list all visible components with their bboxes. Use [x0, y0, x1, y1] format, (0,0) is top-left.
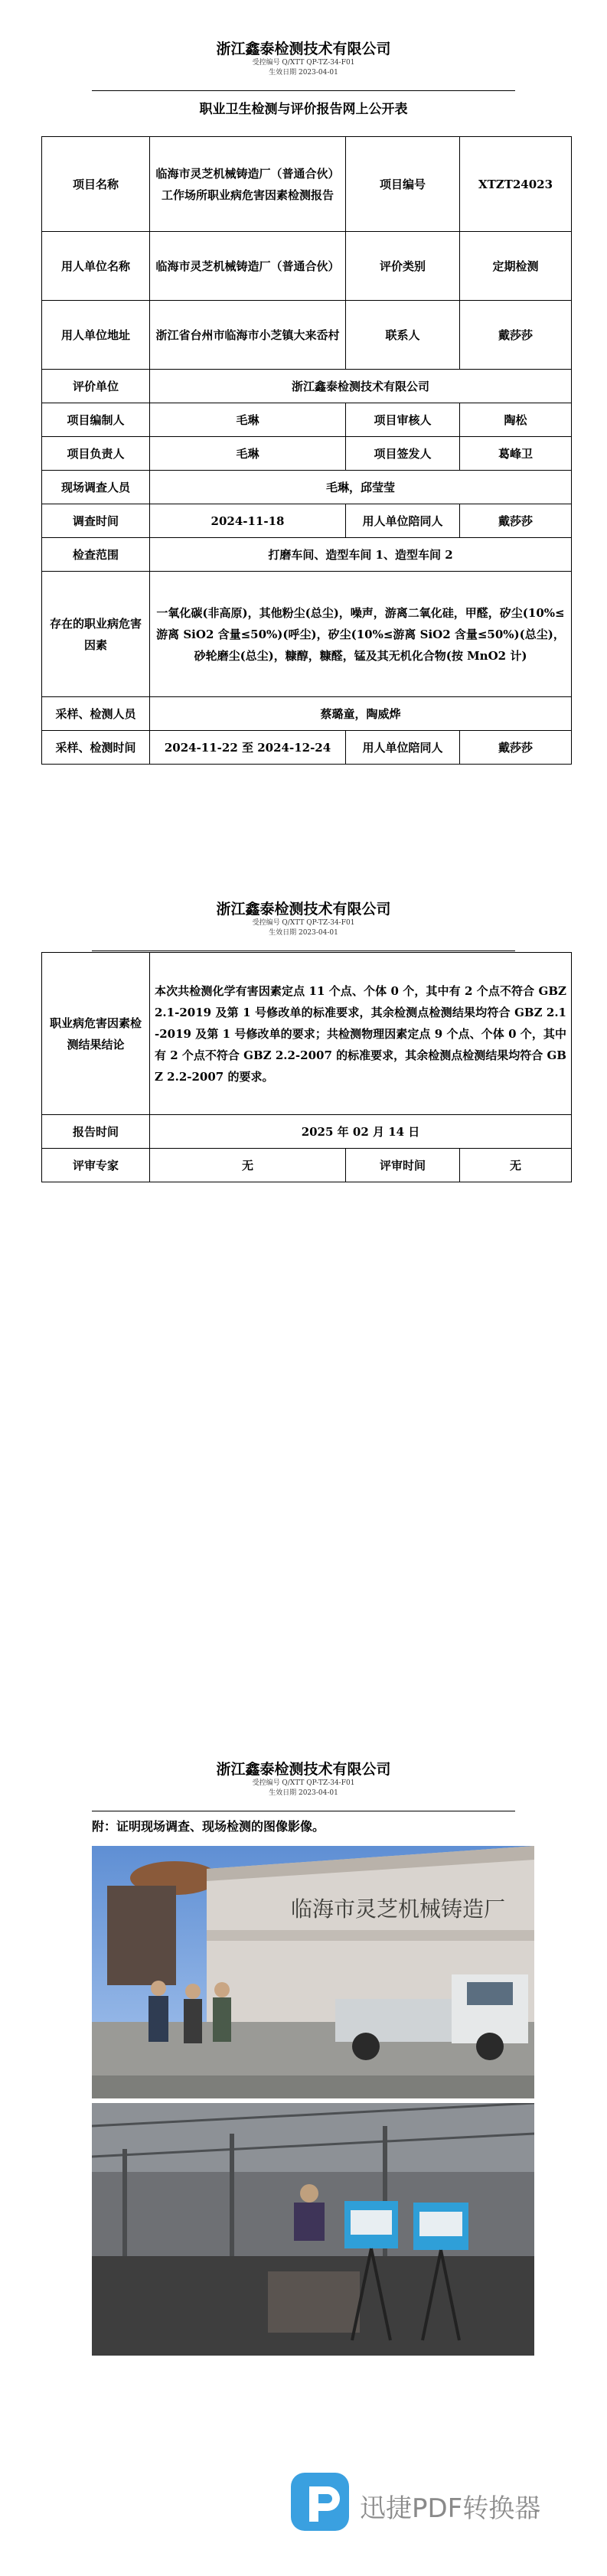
value-eval-unit: 浙江鑫泰检测技术有限公司 [150, 370, 572, 403]
value-conclusion: 本次共检测化学有害因素定点 11 个点、个体 0 个，其中有 2 个点不符合 GBZ 2.1-2019 及第 1 号修改单的标准要求，其余检测点检测结果均符合 GBZ 2.1-2019 及第 1 号修改单的要求；共检测物理因素定点 9 个点、个体 0 个，其中有 2 个点不符合 GBZ 2.2-2007 的标准要求，其余检测点检测结果均符合 GBZ 2.2-2007 的要求。 [150, 953, 572, 1115]
report-info-table [41, 136, 572, 765]
control-number: 受控编号 Q/XTT QP-TZ-34-F01 [252, 919, 355, 927]
label-sampling-time: 采样、检测时间 [42, 731, 150, 765]
label-compiler: 项目编制人 [42, 403, 150, 437]
value-hazards: 一氧化碳(非高原)，其他粉尘(总尘)，噪声，游离二氧化硅，甲醛，矽尘(10%≤游离 SiO2 含量≤50%)(呼尘)，矽尘(10%≤游离 SiO2 含量≤50%)(总尘)，砂轮磨尘(总尘)，糠醇，糠醛，锰及其无机化合物(按 MnO2 计) [150, 572, 572, 697]
value-project-no: XTZT24023 [460, 137, 572, 232]
page3-header [0, 1760, 607, 1798]
label-issuer: 项目签发人 [346, 437, 460, 471]
value-employer-addr: 浙江省台州市临海市小芝镇大来岙村 [150, 301, 346, 370]
watermark-text: 迅捷PDF转换器 [360, 2493, 541, 2524]
value-site-investigators: 毛琳，邱莹莹 [150, 471, 572, 504]
label-review-time: 评审时间 [346, 1149, 460, 1182]
control-number: 受控编号 Q/XTT QP-TZ-34-F01 [252, 1779, 355, 1787]
value-expert: 无 [150, 1149, 346, 1182]
label-scope: 检查范围 [42, 538, 150, 572]
attachment-note: 附：证明现场调查、现场检测的图像影像。 [92, 1819, 325, 1834]
label-eval-type: 评价类别 [346, 232, 460, 301]
label-eval-unit: 评价单位 [42, 370, 150, 403]
page2-header [0, 900, 607, 938]
value-accompany2: 戴莎莎 [460, 731, 572, 765]
page1-header [0, 40, 607, 78]
control-number: 受控编号 Q/XTT QP-TZ-34-F01 [252, 59, 355, 67]
label-contact: 联系人 [346, 301, 460, 370]
value-contact: 戴莎莎 [460, 301, 572, 370]
value-review-time: 无 [460, 1149, 572, 1182]
label-employer-addr: 用人单位地址 [42, 301, 150, 370]
document-title: 职业卫生检测与评价报告网上公开表 [199, 102, 408, 117]
company-name: 浙江鑫泰检测技术有限公司 [216, 41, 391, 57]
value-eval-type: 定期检测 [460, 232, 572, 301]
value-report-time: 2025 年 02 月 14 日 [150, 1115, 572, 1149]
label-accompany: 用人单位陪同人 [346, 504, 460, 538]
label-survey-time: 调查时间 [42, 504, 150, 538]
value-survey-time: 2024-11-18 [150, 504, 346, 538]
label-leader: 项目负责人 [42, 437, 150, 471]
header-divider [92, 90, 515, 91]
label-site-investigators: 现场调查人员 [42, 471, 150, 504]
value-accompany: 戴莎莎 [460, 504, 572, 538]
company-name: 浙江鑫泰检测技术有限公司 [216, 901, 391, 918]
conclusion-table [41, 952, 572, 1182]
value-reviewer: 陶松 [460, 403, 572, 437]
effective-date: 生效日期 2023-04-01 [269, 69, 338, 77]
label-project-name: 项目名称 [42, 137, 150, 232]
effective-date: 生效日期 2023-04-01 [269, 1789, 338, 1797]
effective-date: 生效日期 2023-04-01 [269, 929, 338, 937]
factory-sign: 临海市灵芝机械铸造厂 [291, 1896, 506, 1922]
site-sampling-photo [92, 2103, 534, 2356]
value-employer-name: 临海市灵芝机械铸造厂（普通合伙） [150, 232, 346, 301]
value-issuer: 葛峰卫 [460, 437, 572, 471]
value-scope: 打磨车间、造型车间 1、造型车间 2 [150, 538, 572, 572]
label-reviewer: 项目审核人 [346, 403, 460, 437]
label-hazards: 存在的职业病危害因素 [42, 572, 150, 697]
value-project-name: 临海市灵芝机械铸造厂（普通合伙）工作场所职业病危害因素检测报告 [150, 137, 346, 232]
site-survey-photo [92, 1846, 534, 2098]
label-accompany2: 用人单位陪同人 [346, 731, 460, 765]
label-conclusion: 职业病危害因素检测结果结论 [42, 953, 150, 1115]
label-employer-name: 用人单位名称 [42, 232, 150, 301]
label-project-no: 项目编号 [346, 137, 460, 232]
label-expert: 评审专家 [42, 1149, 150, 1182]
value-compiler: 毛琳 [150, 403, 346, 437]
company-name: 浙江鑫泰检测技术有限公司 [216, 1761, 391, 1778]
value-samplers: 蔡璐童，陶威烨 [150, 697, 572, 731]
label-samplers: 采样、检测人员 [42, 697, 150, 731]
value-sampling-time: 2024-11-22 至 2024-12-24 [150, 731, 346, 765]
value-leader: 毛琳 [150, 437, 346, 471]
label-report-time: 报告时间 [42, 1115, 150, 1149]
